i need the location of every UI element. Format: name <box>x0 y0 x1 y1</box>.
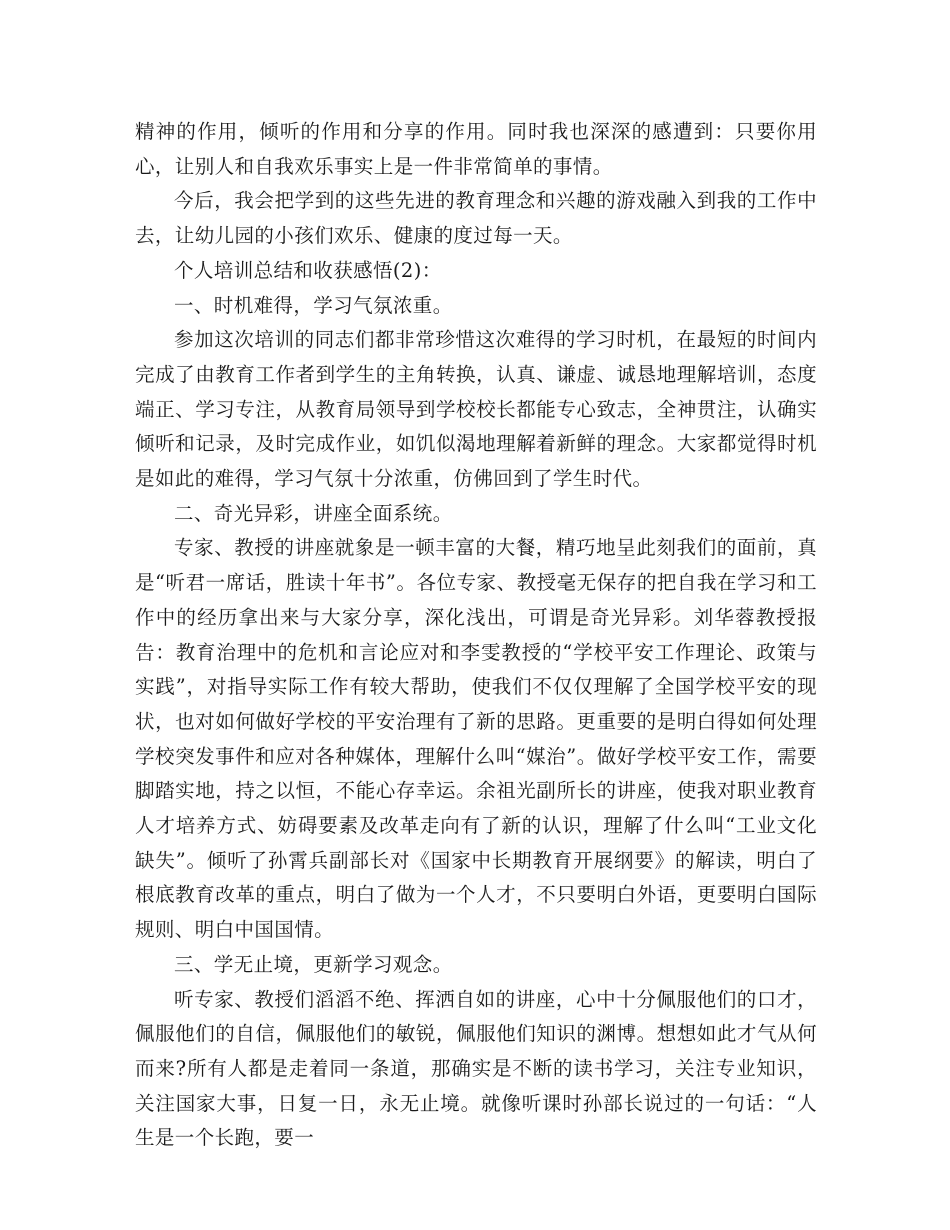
heading-1: 一、时机难得，学习气氛浓重。 <box>174 293 453 317</box>
paragraph-1: 精神的作用，倾听的作用和分享的作用。同时我也深深的感遭到：只要你用心，让别人和自我欢乐事实上是一件非常简单的事情。 <box>135 120 817 178</box>
heading-2: 二、奇光异彩，讲座全面系统。 <box>174 501 453 525</box>
section-title: 个人培训总结和收获感悟(2)： <box>174 258 442 282</box>
paragraph-4: 专家、教授的讲座就象是一顿丰富的大餐，精巧地呈此刻我们的面前，真是“听君一席话，胜读十年书”。各位专家、教授毫无保存的把自我在学习和工作中的经历拿出来与大家分享，深化浅出，可谓是奇光异彩。刘华蓉教授报告：教育治理中的危机和言论应对和李雯教授的“学校平安工作理论、政策与实践”，对指导实际工作有较大帮助，使我们不仅仅理解了全国学校平安的现状，也对如何做好学校的平安治理有了新的思路。更重要的是明白得如何处理学校突发事件和应对各种媒体，理解什么叫“媒治”。做好学校平安工作，需要脚踏实地，持之以恒，不能心存幸运。余祖光副所长的讲座，使我对职业教育人才培养方式、妨碍要素及改革走向有了新的认识，理解了什么叫“工业文化缺失”。倾听了孙霄兵副部长对《国家中长期教育开展纲要》的解读，明白了根底教育改革的重点，明白了做为一个人才，不只要明白外语，更要明白国际规则、明白中国国情。 <box>135 536 817 942</box>
paragraph-2: 今后，我会把学到的这些先进的教育理念和兴趣的游戏融入到我的工作中去，让幼儿园的小孩们欢乐、健康的度过每一天。 <box>135 189 817 248</box>
heading-3: 三、学无止境，更新学习观念。 <box>174 952 453 976</box>
paragraph-5: 听专家、教授们滔滔不绝、挥洒自如的讲座，心中十分佩服他们的口才，佩服他们的自信，佩服他们的敏锐，佩服他们知识的渊博。想想如此才气从何而来?所有人都是走着同一条道，那确实是不断的读书学习，关注专业知识，关注国家大事，日复一日，永无止境。就像听课时孙部长说过的一句话：“人生是一个长跑，要一 <box>135 987 817 1150</box>
paragraph-3: 参加这次培训的同志们都非常珍惜这次难得的学习时机，在最短的时间内完成了由教育工作者到学生的主角转换，认真、谦虚、诚恳地理解培训，态度端正、学习专注，从教育局领导到学校校长都能专心致志，全神贯注，认确实倾听和记录，及时完成作业，如饥似渴地理解着新鲜的理念。大家都觉得时机是如此的难得，学习气氛十分浓重，仿佛回到了学生时代。 <box>135 328 817 491</box>
document-page <box>135 115 817 1156</box>
